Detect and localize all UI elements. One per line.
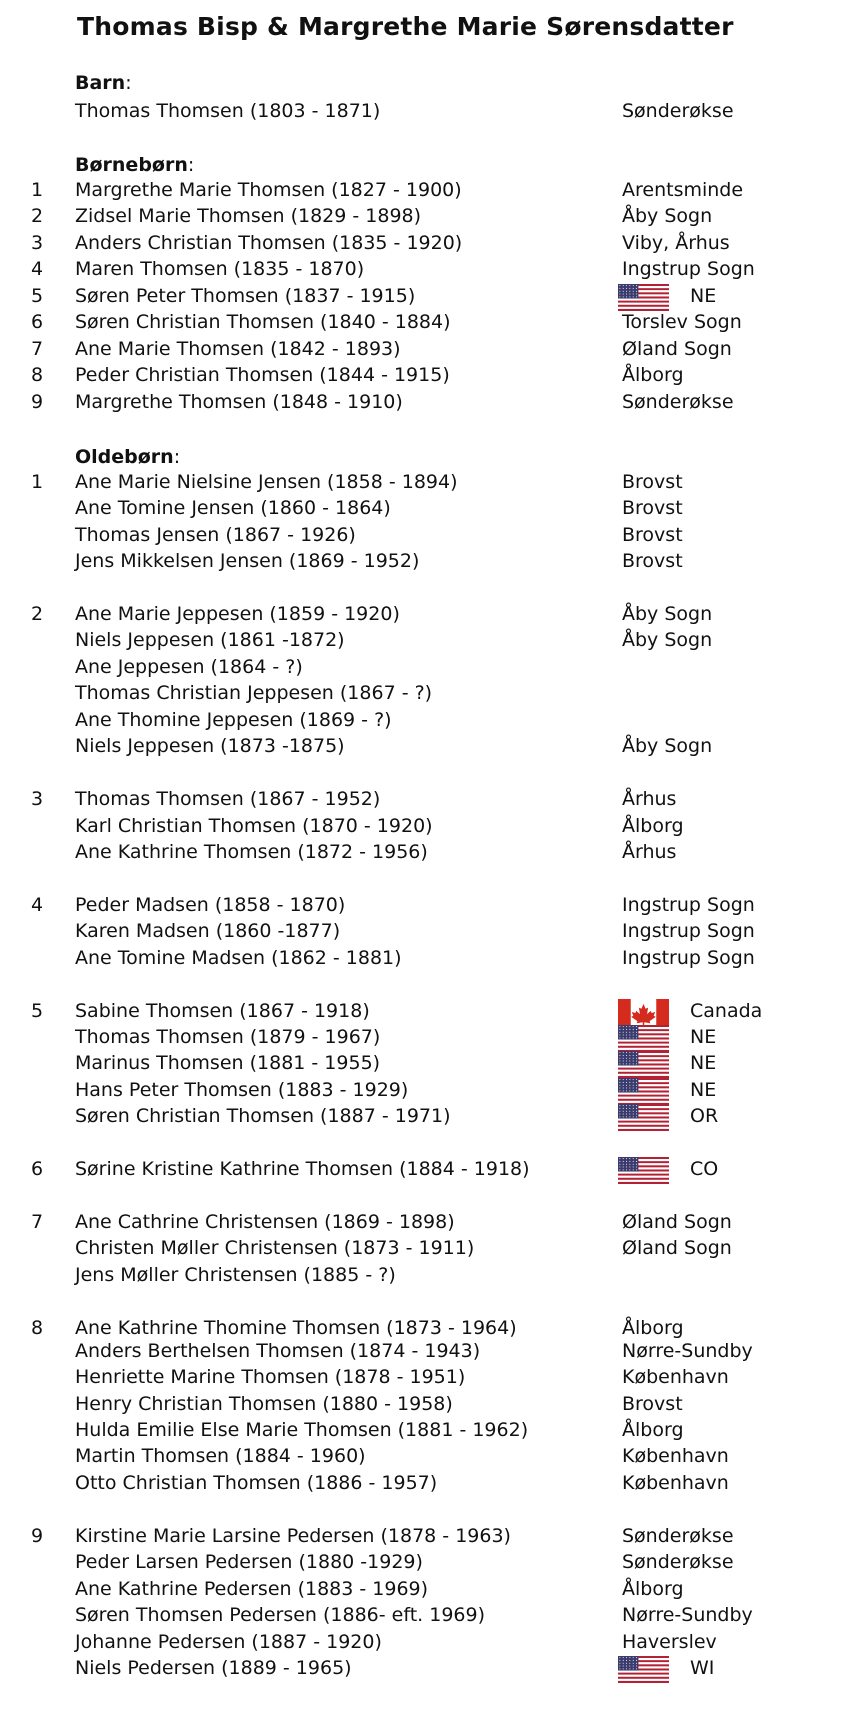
person-name: Karl Christian Thomsen (1870 - 1920) <box>75 815 433 837</box>
person-name: Ane Kathrine Pedersen (1883 - 1969) <box>75 1578 429 1600</box>
location-code: OR <box>690 1105 719 1127</box>
person-name: Kirstine Marie Larsine Pedersen (1878 - 1963) <box>75 1525 511 1547</box>
place-name: Åby Sogn <box>622 629 713 651</box>
person-name: Ane Tomine Madsen (1862 - 1881) <box>75 947 402 969</box>
place-name: Brovst <box>622 550 683 572</box>
person-name: Peder Madsen (1858 - 1870) <box>75 894 346 916</box>
place-name: Sønderøkse <box>622 391 734 413</box>
entry-number: 2 <box>31 603 44 625</box>
place-name: Sønderøkse <box>622 100 734 122</box>
person-name: Søren Christian Thomsen (1840 - 1884) <box>75 311 451 333</box>
person-name: Peder Larsen Pedersen (1880 -1929) <box>75 1551 423 1573</box>
section-heading-barn: Barn: <box>75 72 132 94</box>
place-name: Brovst <box>622 497 683 519</box>
us-flag-icon <box>618 1025 669 1052</box>
person-name: Anders Berthelsen Thomsen (1874 - 1943) <box>75 1340 481 1362</box>
place-name: Århus <box>622 788 677 810</box>
person-name: Sabine Thomsen (1867 - 1918) <box>75 1000 370 1022</box>
place-name: Brovst <box>622 524 683 546</box>
us-flag-icon <box>618 284 669 311</box>
location-code: Canada <box>690 1000 763 1022</box>
person-name: Thomas Thomsen (1803 - 1871) <box>75 100 381 122</box>
person-name: Ane Thomine Jeppesen (1869 - ?) <box>75 709 392 731</box>
person-name: Zidsel Marie Thomsen (1829 - 1898) <box>75 205 422 227</box>
place-name: Ingstrup Sogn <box>622 894 755 916</box>
page-title: Thomas Bisp & Margrethe Marie Sørensdatter <box>77 12 734 41</box>
place-name: Nørre-Sundby <box>622 1604 753 1626</box>
section-heading-borneborn: Børnebørn: <box>75 154 195 176</box>
person-name: Christen Møller Christensen (1873 - 1911) <box>75 1237 475 1259</box>
person-name: Anders Christian Thomsen (1835 - 1920) <box>75 232 463 254</box>
person-name: Peder Christian Thomsen (1844 - 1915) <box>75 364 450 386</box>
entry-number: 2 <box>31 205 44 227</box>
place-name: Ålborg <box>622 364 684 386</box>
place-name: Viby, Århus <box>622 232 730 254</box>
entry-number: 5 <box>31 1000 44 1022</box>
place-name: Torslev Sogn <box>622 311 742 333</box>
entry-number: 4 <box>31 894 44 916</box>
section-heading-oldeborn: Oldebørn: <box>75 446 181 468</box>
place-name: Nørre-Sundby <box>622 1340 753 1362</box>
entry-number: 9 <box>31 1525 44 1547</box>
us-flag-icon <box>618 1104 669 1131</box>
place-name: Øland Sogn <box>622 1237 732 1259</box>
entry-number: 4 <box>31 258 44 280</box>
person-name: Niels Jeppesen (1873 -1875) <box>75 735 345 757</box>
person-name: Jens Møller Christensen (1885 - ?) <box>75 1264 396 1286</box>
us-flag-icon <box>618 1656 669 1683</box>
person-name: Thomas Christian Jeppesen (1867 - ?) <box>75 682 433 704</box>
person-name: Otto Christian Thomsen (1886 - 1957) <box>75 1472 438 1494</box>
person-name: Marinus Thomsen (1881 - 1955) <box>75 1052 381 1074</box>
place-name: Brovst <box>622 1393 683 1415</box>
person-name: Hans Peter Thomsen (1883 - 1929) <box>75 1079 409 1101</box>
entry-number: 1 <box>31 179 44 201</box>
person-name: Thomas Thomsen (1879 - 1967) <box>75 1026 381 1048</box>
entry-number: 9 <box>31 391 44 413</box>
location-code: NE <box>690 1026 717 1048</box>
person-name: Henry Christian Thomsen (1880 - 1958) <box>75 1393 453 1415</box>
canada-flag-icon <box>618 999 669 1026</box>
entry-number: 3 <box>31 232 44 254</box>
person-name: Søren Thomsen Pedersen (1886- eft. 1969) <box>75 1604 486 1626</box>
place-name: Åby Sogn <box>622 735 713 757</box>
person-name: Niels Jeppesen (1861 -1872) <box>75 629 345 651</box>
place-name: København <box>622 1445 729 1467</box>
location-code: NE <box>690 1079 717 1101</box>
place-name: Brovst <box>622 471 683 493</box>
entry-number: 1 <box>31 471 44 493</box>
place-name: Ingstrup Sogn <box>622 920 755 942</box>
person-name: Ane Marie Thomsen (1842 - 1893) <box>75 338 401 360</box>
person-name: Ane Cathrine Christensen (1869 - 1898) <box>75 1211 455 1233</box>
person-name: Maren Thomsen (1835 - 1870) <box>75 258 365 280</box>
person-name: Thomas Thomsen (1867 - 1952) <box>75 788 381 810</box>
place-name: Åby Sogn <box>622 205 713 227</box>
person-name: Hulda Emilie Else Marie Thomsen (1881 - 1962) <box>75 1419 529 1441</box>
place-name: Ålborg <box>622 1317 684 1339</box>
location-code: CO <box>690 1158 719 1180</box>
place-name: Ålborg <box>622 815 684 837</box>
person-name: Ane Marie Nielsine Jensen (1858 - 1894) <box>75 471 458 493</box>
entry-number: 5 <box>31 285 44 307</box>
us-flag-icon <box>618 1078 669 1105</box>
entry-number: 6 <box>31 311 44 333</box>
place-name: Ingstrup Sogn <box>622 258 755 280</box>
person-name: Ane Kathrine Thomsen (1872 - 1956) <box>75 841 428 863</box>
entry-number: 7 <box>31 1211 44 1233</box>
place-name: Århus <box>622 841 677 863</box>
place-name: Arentsminde <box>622 179 744 201</box>
place-name: Øland Sogn <box>622 1211 732 1233</box>
place-name: København <box>622 1366 729 1388</box>
location-code: NE <box>690 1052 717 1074</box>
place-name: Ålborg <box>622 1419 684 1441</box>
entry-number: 6 <box>31 1158 44 1180</box>
place-name: Ingstrup Sogn <box>622 947 755 969</box>
person-name: Thomas Jensen (1867 - 1926) <box>75 524 356 546</box>
person-name: Jens Mikkelsen Jensen (1869 - 1952) <box>75 550 420 572</box>
place-name: Haverslev <box>622 1631 717 1653</box>
us-flag-icon <box>618 1051 669 1078</box>
person-name: Margrethe Thomsen (1848 - 1910) <box>75 391 403 413</box>
person-name: Ane Tomine Jensen (1860 - 1864) <box>75 497 391 519</box>
place-name: Sønderøkse <box>622 1551 734 1573</box>
person-name: Ane Kathrine Thomine Thomsen (1873 - 1964) <box>75 1317 517 1339</box>
entry-number: 3 <box>31 788 44 810</box>
us-flag-icon <box>618 1157 669 1184</box>
entry-number: 8 <box>31 364 44 386</box>
place-name: Ålborg <box>622 1578 684 1600</box>
person-name: Niels Pedersen (1889 - 1965) <box>75 1657 352 1679</box>
person-name: Søren Christian Thomsen (1887 - 1971) <box>75 1105 451 1127</box>
place-name: København <box>622 1472 729 1494</box>
person-name: Margrethe Marie Thomsen (1827 - 1900) <box>75 179 462 201</box>
place-name: Øland Sogn <box>622 338 732 360</box>
entry-number: 7 <box>31 338 44 360</box>
location-code: NE <box>690 285 717 307</box>
person-name: Ane Marie Jeppesen (1859 - 1920) <box>75 603 400 625</box>
person-name: Henriette Marine Thomsen (1878 - 1951) <box>75 1366 466 1388</box>
person-name: Martin Thomsen (1884 - 1960) <box>75 1445 366 1467</box>
person-name: Johanne Pedersen (1887 - 1920) <box>75 1631 382 1653</box>
person-name: Karen Madsen (1860 -1877) <box>75 920 341 942</box>
location-code: WI <box>690 1657 715 1679</box>
place-name: Åby Sogn <box>622 603 713 625</box>
person-name: Ane Jeppesen (1864 - ?) <box>75 656 303 678</box>
place-name: Sønderøkse <box>622 1525 734 1547</box>
entry-number: 8 <box>31 1317 44 1339</box>
person-name: Sørine Kristine Kathrine Thomsen (1884 - 1918) <box>75 1158 530 1180</box>
person-name: Søren Peter Thomsen (1837 - 1915) <box>75 285 416 307</box>
